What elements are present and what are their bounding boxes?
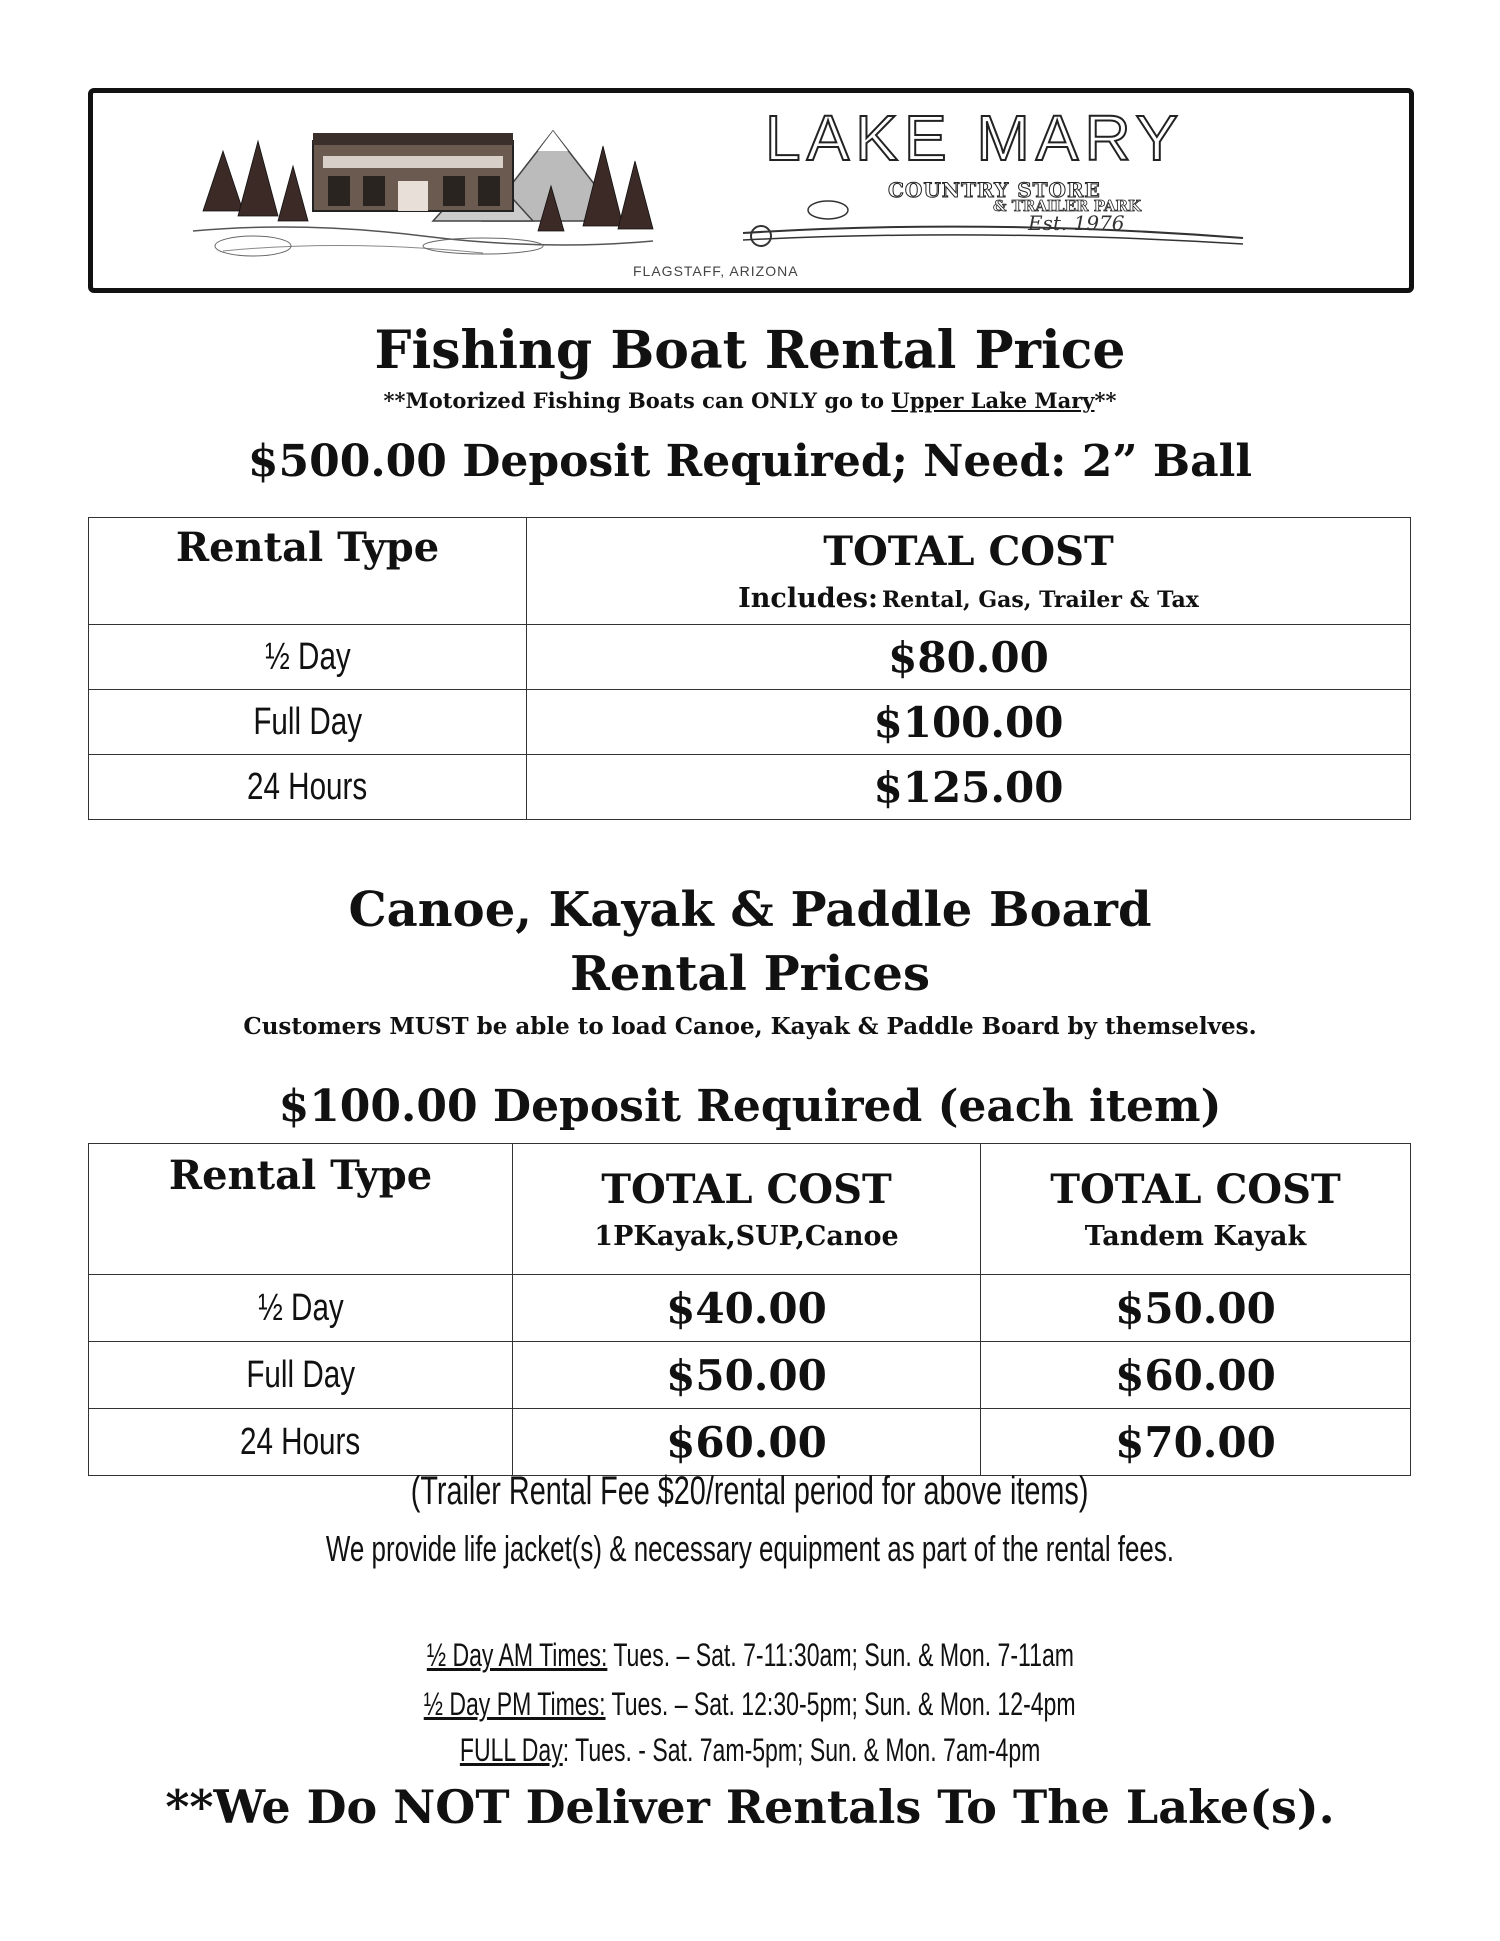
pm-hours [0, 1686, 1500, 1723]
full-day-label: FULL Day [459, 1732, 563, 1768]
trailer-fee-note: (Trailer Rental Fee $20/rental period for above items) [411, 1469, 1089, 1513]
price-cell: $50.00 [666, 1350, 827, 1400]
paddle-section-subtitle: Rental Prices [570, 946, 930, 1002]
logo-subtitle-store: COUNTRY STORE [888, 178, 1101, 202]
boat-price-table [88, 517, 1411, 820]
table-row [89, 1409, 1411, 1476]
boat-section-title: Fishing Boat Rental Price [374, 320, 1126, 381]
no-delivery-notice: **We Do NOT Deliver Rentals To The Lake(s). [165, 1780, 1335, 1834]
price-cell: $40.00 [666, 1283, 827, 1333]
am-hours [0, 1637, 1500, 1674]
includes-items: Rental, Gas, Trailer & Tax [881, 587, 1199, 613]
store-scene-illustration [183, 111, 663, 271]
paddle-price-table [88, 1143, 1411, 1476]
boat-note-prefix: **Motorized Fishing Boats can ONLY go to [383, 388, 892, 413]
paddle-loading-note: Customers MUST be able to load Canoe, Kayak & Paddle Board by themselves. [243, 1013, 1257, 1040]
header-rental-type: Rental Type [89, 1144, 513, 1275]
price-cell: $50.00 [1115, 1283, 1276, 1333]
header-tandem-cost: TOTAL COST Tandem Kayak [981, 1144, 1411, 1275]
table-row [89, 1275, 1411, 1342]
rental-type-cell: ½ Day [257, 1286, 344, 1329]
table-row [89, 755, 1411, 820]
rental-type-cell: Full Day [253, 700, 362, 743]
table-header-row [89, 518, 1411, 625]
location-label: FLAGSTAFF, ARIZONA [633, 263, 799, 279]
price-cell: $80.00 [888, 632, 1049, 682]
paddle-section-title: Canoe, Kayak & Paddle Board [348, 882, 1152, 938]
includes-label: Includes: [738, 583, 878, 614]
price-cell: $60.00 [666, 1417, 827, 1467]
table-row [89, 625, 1411, 690]
tandem-label: Tandem Kayak [1084, 1221, 1307, 1252]
logo-title: LAKE MARY [765, 102, 1185, 174]
boat-deposit: $500.00 Deposit Required; Need: 2” Ball [247, 436, 1253, 487]
rental-type-cell: ½ Day [264, 635, 351, 678]
table-header-row [89, 1144, 1411, 1275]
boat-restriction-note [0, 388, 1500, 413]
price-cell: $100.00 [873, 697, 1064, 747]
pm-hours-label: ½ Day PM Times: [424, 1686, 606, 1722]
boat-note-suffix: ** [1094, 388, 1117, 413]
price-cell: $125.00 [873, 762, 1064, 812]
boat-note-lake: Upper Lake Mary [891, 388, 1095, 413]
logo-established: Est. 1976 [1028, 211, 1125, 235]
header-total-cost: TOTAL COST Includes: Rental, Gas, Trailer & Tax [527, 518, 1411, 625]
price-cell: $70.00 [1115, 1417, 1276, 1467]
am-hours-label: ½ Day AM Times: [426, 1637, 607, 1673]
full-day-hours [0, 1732, 1500, 1769]
rental-type-cell: 24 Hours [247, 765, 368, 808]
header-banner [88, 88, 1414, 293]
rental-type-cell: 24 Hours [240, 1420, 361, 1463]
single-items-label: 1PKayak,SUP,Canoe [594, 1221, 899, 1252]
price-cell: $60.00 [1115, 1350, 1276, 1400]
full-day-text: : Tues. - Sat. 7am-5pm; Sun. & Mon. 7am-4pm [562, 1732, 1041, 1768]
header-single-cost: TOTAL COST 1PKayak,SUP,Canoe [513, 1144, 981, 1275]
table-row [89, 690, 1411, 755]
life-jacket-note: We provide life jacket(s) & necessary equipment as part of the rental fees. [325, 1528, 1175, 1569]
table-row [89, 1342, 1411, 1409]
pm-hours-text: Tues. – Sat. 12:30-5pm; Sun. & Mon. 12-4pm [605, 1686, 1076, 1722]
header-rental-type: Rental Type [89, 518, 527, 625]
am-hours-text: Tues. – Sat. 7-11:30am; Sun. & Mon. 7-11am [606, 1637, 1074, 1673]
rental-type-cell: Full Day [246, 1353, 355, 1396]
logo-subtitle-park: & TRAILER PARK [993, 197, 1142, 215]
paddle-deposit: $100.00 Deposit Required (each item) [278, 1081, 1222, 1132]
